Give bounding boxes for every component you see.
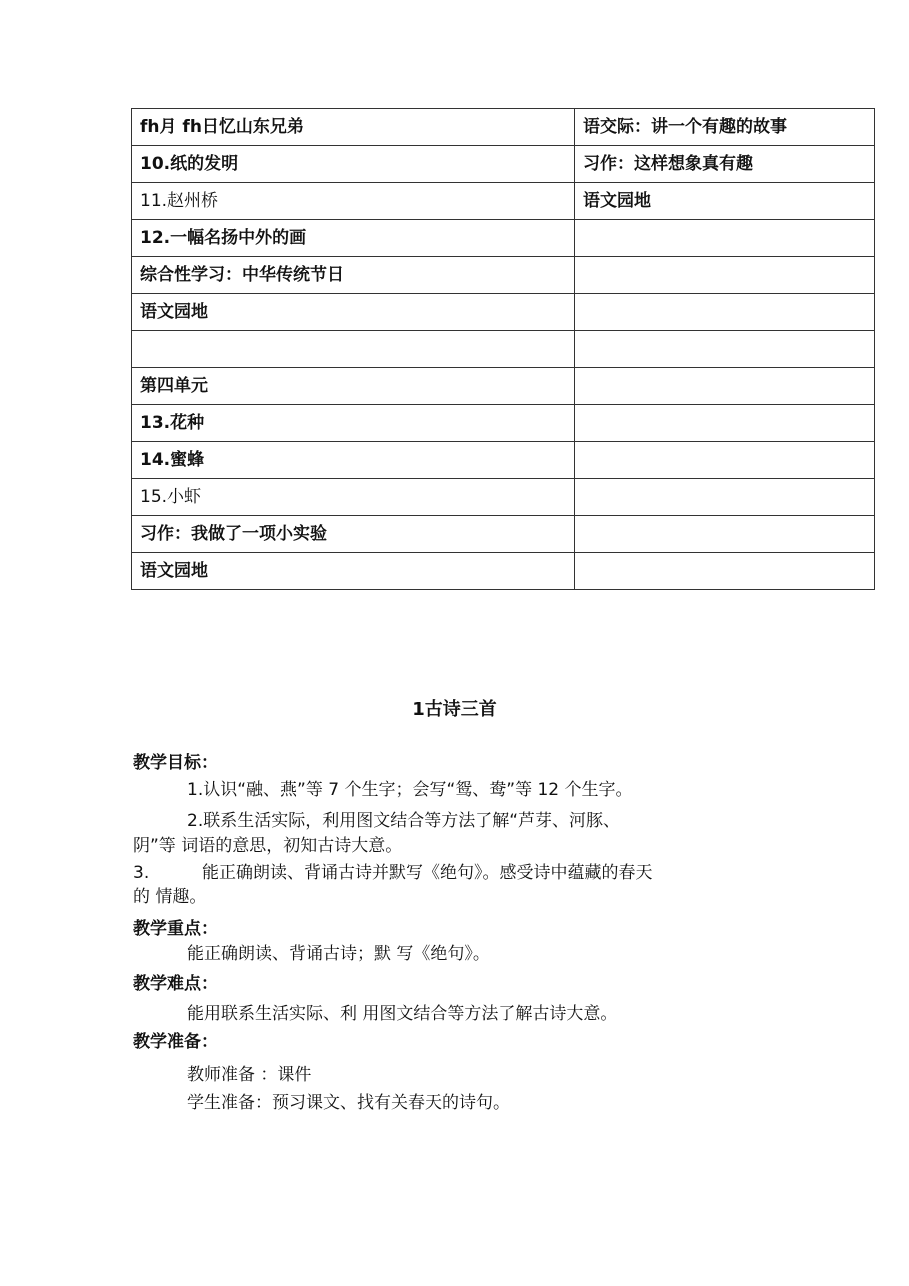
table-cell-left: 习作：我做了一项小实验 bbox=[132, 516, 575, 553]
table-cell-left: 第四单元 bbox=[132, 368, 575, 405]
objective-2b: 阴”等 词语的意思，初知古诗大意。 bbox=[133, 836, 403, 856]
prep-heading: 教学准备： bbox=[133, 1032, 218, 1052]
table-cell-right: 语交际：讲一个有趣的故事 bbox=[575, 109, 875, 146]
objectives-heading: 教学目标： bbox=[133, 753, 218, 773]
table-row bbox=[132, 331, 875, 368]
objective-3a: 能正确朗读、背诵古诗并默写《绝句》。感受诗中蕴藏的春天 bbox=[202, 863, 653, 883]
key-heading: 教学重点： bbox=[133, 919, 218, 939]
table-cell-right: 语文园地 bbox=[575, 183, 875, 220]
table-row bbox=[132, 220, 875, 257]
prep-student: 学生准备：预习课文、找有关春天的诗句。 bbox=[187, 1093, 510, 1113]
table-row bbox=[132, 368, 875, 405]
table-cell-left: 10.纸的发明 bbox=[132, 146, 575, 183]
table-cell-right bbox=[575, 516, 875, 553]
objective-3b: 的 情趣。 bbox=[133, 887, 207, 907]
table-cell-right bbox=[575, 220, 875, 257]
table-row bbox=[132, 294, 875, 331]
table-row bbox=[132, 516, 875, 553]
objective-2a: 2.联系生活实际，利用图文结合等方法了解“芦芽、河豚、 bbox=[187, 811, 621, 831]
objective-3-number: 3. bbox=[133, 863, 150, 883]
table-row bbox=[132, 257, 875, 294]
table-cell-left bbox=[132, 331, 575, 368]
table-row bbox=[132, 109, 875, 146]
difficulty-text: 能用联系生活实际、利 用图文结合等方法了解古诗大意。 bbox=[187, 1004, 618, 1024]
prep-teacher: 教师准备 ：课件 bbox=[187, 1065, 312, 1085]
key-text: 能正确朗读、背诵古诗；默 写《绝句》。 bbox=[187, 944, 490, 964]
table-row bbox=[132, 405, 875, 442]
table-cell-right: 习作：这样想象真有趣 bbox=[575, 146, 875, 183]
table-cell-left: 综合性学习：中华传统节日 bbox=[132, 257, 575, 294]
table-cell-right bbox=[575, 294, 875, 331]
table-cell-left: 13.花种 bbox=[132, 405, 575, 442]
table-row bbox=[132, 553, 875, 590]
table-cell-left: 11.赵州桥 bbox=[132, 183, 575, 220]
table-cell-left: 15.小虾 bbox=[132, 479, 575, 516]
syllabus-table bbox=[131, 108, 875, 590]
table-cell-right bbox=[575, 368, 875, 405]
difficulty-heading: 教学难点： bbox=[133, 974, 218, 994]
table-cell-left: 12.一幅名扬中外的画 bbox=[132, 220, 575, 257]
table-cell-right bbox=[575, 331, 875, 368]
table-cell-right bbox=[575, 553, 875, 590]
table-row bbox=[132, 479, 875, 516]
table-cell-right bbox=[575, 405, 875, 442]
table-row bbox=[132, 146, 875, 183]
table-cell-right bbox=[575, 257, 875, 294]
objective-1: 1.认识“融、燕”等 7 个生字；会写“鸳、鸯”等 12 个生字。 bbox=[187, 780, 633, 800]
table-row bbox=[132, 183, 875, 220]
lesson-title: 1古诗三首 bbox=[412, 699, 497, 720]
table-cell-left: fh月 fh日忆山东兄弟 bbox=[132, 109, 575, 146]
table-cell-right bbox=[575, 442, 875, 479]
table-cell-left: 语文园地 bbox=[132, 294, 575, 331]
table-cell-left: 语文园地 bbox=[132, 553, 575, 590]
table-cell-left: 14.蜜蜂 bbox=[132, 442, 575, 479]
table-row bbox=[132, 442, 875, 479]
table-cell-right bbox=[575, 479, 875, 516]
